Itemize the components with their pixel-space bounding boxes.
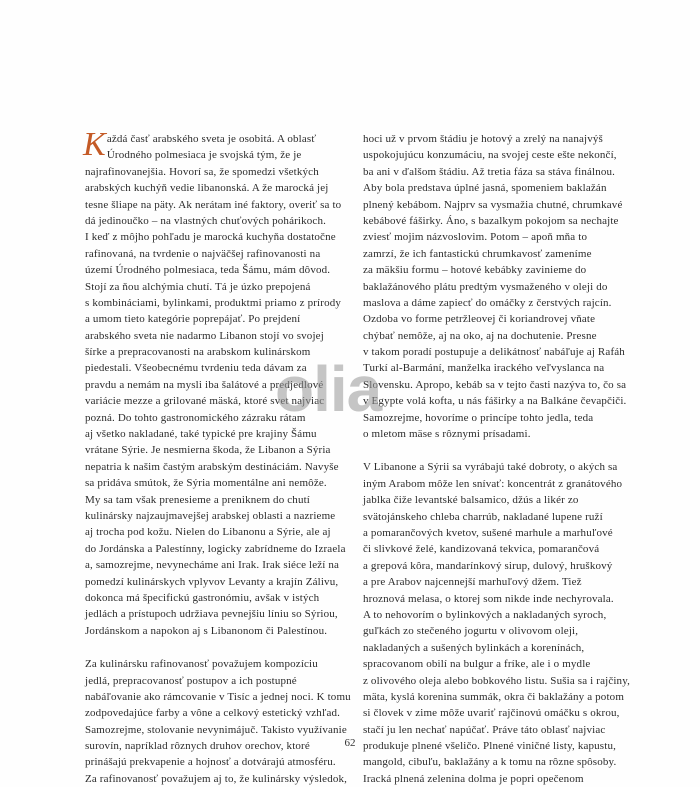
text-line: iným Arabom môže len snívať: koncentrát z granátového — [363, 477, 623, 490]
text-line: sa pridáva smútok, že Sýria momentálne ani nemôže. — [85, 477, 327, 490]
text-line: a umom tieto kategórie poprepájať. Po prejdení — [85, 313, 301, 326]
text-line: spracovanom obilí na bulgur a fríke, ale i o mydle — [363, 658, 591, 671]
text-line: pomedzí kulinárskych vplyvov Levanty a krajín Zálivu, — [85, 575, 339, 588]
text-line: za mäkšiu formu – hotové kebábky zavinieme do — [363, 264, 587, 277]
right-paragraph-1 — [363, 131, 627, 442]
text-line: baklažánového plátu predtým vysmaženého v oleji do — [363, 280, 608, 293]
text-line: Samozrejme, hovoríme o princípe tohto jedla, teda — [363, 411, 594, 424]
text-line: Slovensku. Apropo, kebáb sa v tejto časti nazýva to, čo sa — [363, 378, 627, 391]
first-line-text: aždá časť arabského sveta je osobitá. A oblasť — [106, 133, 317, 145]
text-line: guľkách zo stečeného jogurtu v olivovom oleji, — [363, 625, 579, 638]
text-line: Aby bola predstava úplné jasná, spomeniem baklažán — [363, 182, 607, 195]
text-line: zodpovedajúce farby a vône a celkový estetický vzhľad. — [85, 707, 341, 720]
text-line: chýbať nemôže, aj na oko, aj na dochutenie. Presne — [363, 329, 597, 342]
text-line: z olivového oleja alebo bobkového listu. Sušia sa i rajčiny, — [363, 674, 631, 687]
text-line: a pomarančových kvetov, sušené marhule a marhuľové — [363, 526, 613, 539]
text-line: Jordánskom a napokon aj s Libanonom či Palestínou. — [85, 624, 328, 637]
right-column — [363, 131, 631, 787]
text-line: Za rafinovanosť považujem aj to, že kulinársky výsledok, — [85, 772, 348, 785]
text-line: Samozrejme, stolovanie nevynimájuč. Takisto využívanie — [85, 723, 347, 736]
text-line: kulinársky najzaujmavejšej arabskej oblasti a nazrieme — [85, 509, 336, 522]
text-line: Za kulinársku rafinovanosť považujem kompozíciu — [85, 658, 318, 671]
text-line: šírke a prepracovanosti na arabskom kulinárskom — [85, 346, 311, 359]
text-line: plnený kebábom. Najprv sa vysmažia chutné, chrumkavé — [363, 198, 623, 211]
text-line: My sa tam však prenesieme a preniknem do chutí — [85, 493, 311, 506]
text-line: či slivkové želé, kandizovaná tekvica, pomarančová — [363, 543, 600, 556]
text-line: svätojánskeho chleba charrúb, nakladané lupene ruží — [363, 510, 603, 523]
text-line: mäta, kyslá korenina summák, okra či baklažány a potom — [363, 690, 625, 703]
text-line: území Úrodného polmesiaca, teda Šámu, mám dôvod. — [85, 264, 331, 277]
text-line: si človek v zime môže uvariť rajčinovú omáčku s okrou, — [363, 707, 620, 720]
text-line: arabského sveta nie nadarmo Libanon stojí vo svojej — [85, 329, 324, 342]
text-line: maslova a dáme zapiecť do omáčky z čerstvých rajcín. — [363, 296, 612, 309]
text-line: arabských kuchýň vedie libanonská. A že marocká jej — [85, 182, 329, 195]
drop-cap: K — [83, 126, 106, 163]
text-line: nepatria k našim častým arabským destináciám. Navyše — [85, 460, 339, 473]
text-line: I keď z môjho pohľadu je marocká kuchyňa dostatočne — [85, 231, 336, 244]
text-line: Stojí za ňou alchýmia chutí. Tá je úzko prepojená — [85, 280, 311, 293]
text-line: variácie mezze a grilované mäská, ktoré svet najviac — [85, 395, 325, 408]
text-line: pravdu a nemám na mysli iba šalátové a predjedlové — [85, 378, 324, 391]
text-line: v takom poradí postupuje a delikátnosť nabáľuje aj Rafáh — [363, 346, 625, 359]
text-line: surovín, napríklad rôznych druhov orechov, ktoré — [85, 740, 310, 753]
text-line: ba ani v ďalšom štádiu. Až tretia fáza sa stáva finálnou. — [363, 165, 616, 178]
text-line: prinášajú prekvapenie a hojnosť a dotvárajú atmosféru. — [85, 756, 336, 769]
text-line: do Jordánska a Palestínny, logicky zabrídneme do Izraela — [85, 542, 346, 555]
text-line: Ozdoba vo forme petržleovej či koriandrovej vňate — [363, 313, 596, 326]
text-line: vrátane Sýrie. Je nesmierna škoda, že Libanon a Sýria — [85, 444, 331, 457]
left-paragraph-1 — [85, 147, 346, 639]
text-line: dá jedinoučko – na vlastných chuťových pohárikoch. — [85, 214, 326, 227]
text-line: jedlá, prepracovanosť postupov a ich postupné — [85, 674, 297, 687]
text-line: najrafinovanejšia. Hovorí sa, že spomedzi všetkých — [85, 165, 319, 178]
text-line: o mletom mäse s rôznymi prísadami. — [363, 428, 531, 441]
text-line: uspokojujúcu konzumáciu, na svojej ceste ešte nekončí, — [363, 149, 617, 162]
text-line: Úrodného polmesiaca je svojská tým, že je — [106, 149, 302, 162]
text-line: V Libanone a Sýrii sa vyrábajú také dobroty, o akých sa — [363, 461, 618, 474]
first-paragraph — [83, 126, 346, 639]
text-line: jablka čiže levantské balsamico, džús a likér zo — [363, 494, 579, 507]
text-line: piedestali. Všeobecnému tvrdeniu teda dávam za — [85, 362, 307, 375]
text-line: hroznová melasa, o ktorej som nikde inde nechyrovala. — [363, 592, 614, 605]
text-line: jedlách a prístupoch udržiava pevnejšiu líniu so Sýriou, — [85, 608, 338, 621]
text-line: zviesť mojim názvoslovim. Potom – apoň mňa to — [363, 231, 588, 244]
text-line: aj trocha pod kožu. Nielen do Libanonu a Sýrie, ale aj — [85, 526, 331, 539]
text-line: a, samozrejme, nevynecháme ani Irak. Irak siéce leží na — [85, 559, 340, 572]
text-line: hoci už v prvom štádiu je hotový a zrelý na nanajvýš — [363, 133, 603, 145]
watermark-logo: olia — [275, 353, 382, 425]
text-line: Turkí al-Barmání, manželka irackého veľvyslanca na — [363, 362, 605, 375]
text-line: nakladaných a sušených bylinkách a korenínách, — [363, 641, 585, 654]
text-line: produkuje plnené všeličo. Plnené viničné listy, kapustu, — [363, 740, 616, 753]
text-line: aj všetko nakladané, také typické pre krajiny Šámu — [85, 428, 317, 441]
text-line: s kombináciami, bylinkami, produktmi priamo z prírody — [85, 296, 342, 309]
text-line: A to nehovorím o bylinkových a nakladaných syroch, — [363, 608, 607, 621]
text-line: a grepová kôra, mandarínkový sirup, dulový, hruškový — [363, 559, 613, 572]
text-line: mangold, cibuľu, baklažány a k tomu na rôzne spôsoby. — [363, 756, 617, 769]
text-line: zamrzí, že ich fantastickú chrumkavosť zameníme — [363, 247, 592, 260]
text-line: dokonca má špecifickú gastronómiu, avšak v istých — [85, 591, 320, 604]
text-line: nabáľovanie ako rámcovanie v Tisíc a jednej noci. K tomu — [85, 690, 351, 703]
text-line: pozná. Do tohto gastronomického zázraku rátam — [85, 411, 306, 424]
text-line: kebábové fáširky. Áno, s bazalkym pokojom sa nechajte — [363, 214, 619, 227]
text-line: stačí ju len nechať napúčať. Práve táto oblasť najviac — [363, 723, 606, 736]
page-number: 62 — [344, 737, 356, 749]
text-line: tesne šliape na päty. Ak nerátam iné faktory, overiť sa to — [85, 198, 342, 211]
text-line: v Egypte volá kofta, u nás fáširky a na Balkáne čevapčiči. — [363, 395, 627, 408]
text-line: Iracká plnená zelenina dolma je popri opečenom — [363, 772, 584, 785]
text-line: a pre Arabov najcennejší marhuľový džem. Tiež — [363, 576, 582, 589]
text-line: rafinovaná, na tvrdenie o najväčšej rafinovanosti na — [85, 247, 321, 260]
